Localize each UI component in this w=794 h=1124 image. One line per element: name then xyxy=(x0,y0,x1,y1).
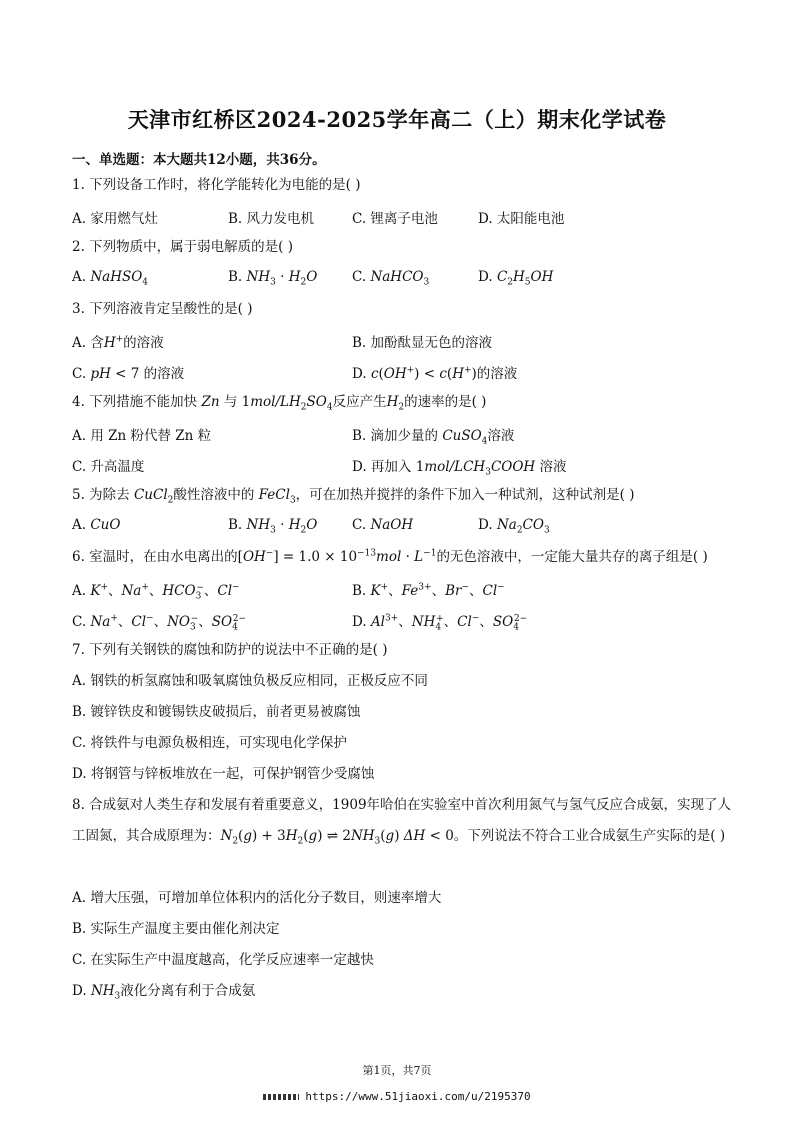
option-c: C. 在实际生产中温度越高，化学反应速率一定越快 xyxy=(72,952,374,968)
option-b: B. 加酚酞显无色的溶液 xyxy=(352,335,493,351)
question-1-stem: 1. 下列设备工作时，将化学能转化为电能的是( ) xyxy=(72,177,361,193)
option-c: C. 升高温度 xyxy=(72,459,145,475)
watermark-logo xyxy=(263,1094,299,1100)
option-d: D. $Al^{3+}$、$NH_4^+$、Cl−、$SO_4^{2-}$ xyxy=(352,613,528,633)
option-d: D. $NH_3$液化分离有利于合成氨 xyxy=(72,983,256,1002)
question-5-options xyxy=(72,517,732,539)
question-4-options-row1 xyxy=(72,424,732,446)
exam-title: 天津市红桥区2024-2025学年高二（上）期末化学试卷 xyxy=(127,107,667,132)
option-a: A. 家用燃气灶 xyxy=(72,211,158,227)
question-8-stem: 8. 合成氨对人类生存和发展有着重要意义，1909年哈伯在实验室中首次利用氮气与氢气反应合成氨，实现了人工固氮，其合成原理为：$N_2(g) + 3H_2(g)$ ⇌ $2NH_3(g) \Delta H < 0$。下列说法不符合工业合成氨生产实际的是( ) xyxy=(72,797,732,847)
option-b: B. K+、$Fe^{3+}$、Br−、Cl− xyxy=(352,582,505,599)
question-5-stem: 5. 为除去 CuCl$_2$酸性溶液中的 FeCl$_3$，可在加热并搅拌的条件下加入一种试剂，这种试剂是( ) xyxy=(72,487,635,506)
option-d: D. $Na_2CO_3$ xyxy=(478,517,550,536)
option-b: B. $NH_3 \cdot H_2O$ xyxy=(228,517,318,536)
question-7-stem: 7. 下列有关钢铁的腐蚀和防护的说法中不正确的是( ) xyxy=(72,642,388,658)
option-c: C. Na+、Cl−、$NO_3^-$、$SO_4^{2-}$ xyxy=(72,613,247,633)
question-4-stem: 4. 下列措施不能加快 Zn 与 $1mol/LH_2SO_4$反应产生$H_2$的速率的是( ) xyxy=(72,394,487,413)
option-c: C. NaHCO$_3$ xyxy=(352,269,430,288)
watermark-url[interactable]: https://www.51jiaoxi.com/u/2195370 xyxy=(305,1090,531,1103)
option-d: D. 将钢管与锌板堆放在一起，可保护钢管少受腐蚀 xyxy=(72,766,375,782)
option-d: D. $C_2H_5OH$ xyxy=(478,269,554,288)
option-a: A. K+、Na+、$HCO_3^-$、Cl− xyxy=(72,582,240,602)
option-b: B. 镀锌铁皮和镀锡铁皮破损后，前者更易被腐蚀 xyxy=(72,704,361,720)
option-b: B. $NH_3 \cdot H_2O$ xyxy=(228,269,318,288)
watermark xyxy=(0,1090,794,1103)
page-footer: 第1页，共7页 xyxy=(362,1064,432,1077)
question-6-options-row2 xyxy=(72,610,732,632)
option-a: A. 含H+的溶液 xyxy=(72,334,164,351)
question-4-options-row2 xyxy=(72,455,732,477)
question-6-stem: 6. 室温时，在由水电离出的$[OH^-] = 1.0 \times 10^{-13}mol \cdot L^{-1}$的无色溶液中，一定能大量共存的离子组是( ) xyxy=(72,548,708,565)
section-heading: 一、单选题：本大题共12小题，共36分。 xyxy=(72,152,326,168)
question-3-options-row2 xyxy=(72,362,732,384)
question-2-options xyxy=(72,269,732,291)
option-b: B. 实际生产温度主要由催化剂决定 xyxy=(72,921,280,937)
option-c: C. pH < 7 的溶液 xyxy=(72,366,185,382)
question-3-options-row1 xyxy=(72,331,732,353)
option-b: B. 风力发电机 xyxy=(228,211,315,227)
option-d: D. 再加入 $1mol/LCH_3COOH$ 溶液 xyxy=(352,459,567,478)
question-3-stem: 3. 下列溶液肯定呈酸性的是( ) xyxy=(72,301,253,317)
option-d: D. c(OH+) < c(H+)的溶液 xyxy=(352,365,518,382)
option-c: C. 锂离子电池 xyxy=(352,211,438,227)
question-1-options xyxy=(72,207,732,229)
option-c: C. NaOH xyxy=(352,517,414,533)
option-a: A. 用 Zn 粉代替 Zn 粒 xyxy=(72,428,212,444)
question-2-stem: 2. 下列物质中，属于弱电解质的是( ) xyxy=(72,239,293,255)
question-6-options-row1 xyxy=(72,579,732,601)
option-a: A. 增大压强，可增加单位体积内的活化分子数目，则速率增大 xyxy=(72,890,442,906)
option-c: C. 将铁件与电源负极相连，可实现电化学保护 xyxy=(72,735,347,751)
option-b: B. 滴加少量的 CuSO$_4$溶液 xyxy=(352,428,515,447)
option-a: A. 钢铁的析氢腐蚀和吸氧腐蚀负极反应相同，正极反应不同 xyxy=(72,673,428,689)
option-a: A. CuO xyxy=(72,517,121,533)
option-a: A. NaHSO$_4$ xyxy=(72,269,149,288)
option-d: D. 太阳能电池 xyxy=(478,211,565,227)
